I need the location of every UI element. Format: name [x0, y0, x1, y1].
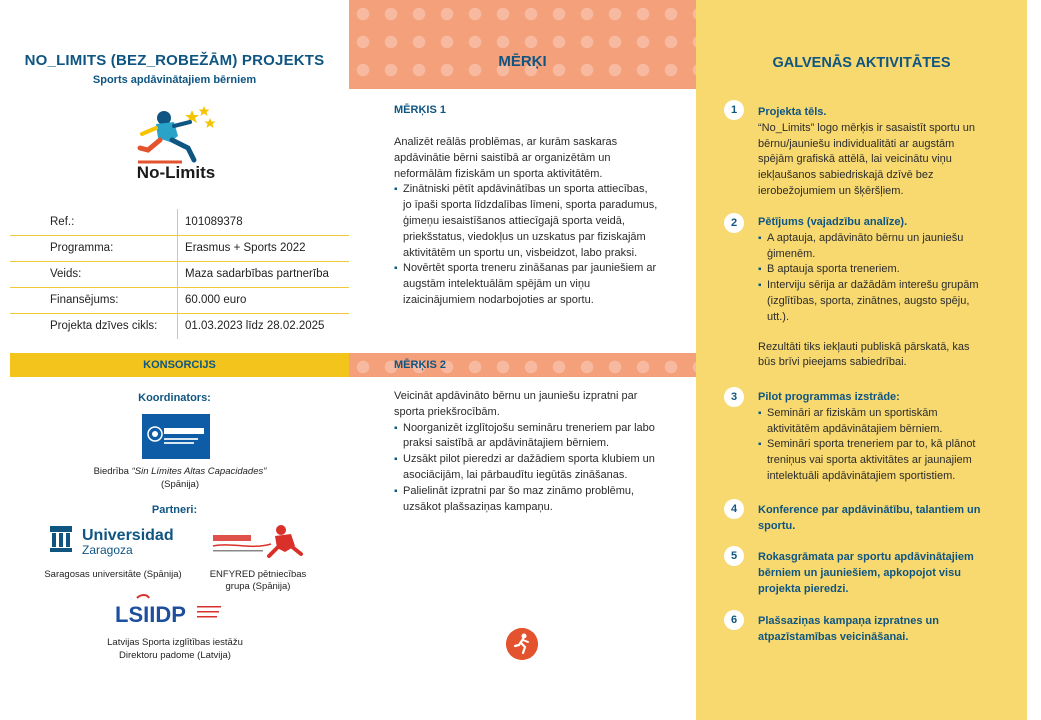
sin-limites-logo — [142, 414, 210, 459]
lsidp-caption-line1: Latvijas Sporta izglītības iestāžu — [107, 637, 243, 648]
lsidp-caption — [80, 636, 270, 662]
info-label: Finansējums: — [10, 287, 178, 313]
right-panel — [696, 0, 1027, 720]
table-row — [10, 287, 349, 313]
list-item: ▪ Semināri ar fiziskām un sportiskām aktivitātēm apdāvinātajiem bērniem. — [758, 406, 983, 438]
coordinator-org-name — [60, 465, 300, 491]
activity-6 — [758, 614, 983, 646]
activity-1 — [758, 105, 983, 200]
list-item: ▪ Uzsākt pilot pieredzi ar dažādiem sporta klubiem un asociācijām, lai pārbaudītu iegūtās zināšanas. — [394, 452, 659, 484]
runner-icon — [506, 628, 538, 660]
activity-4 — [758, 503, 983, 535]
info-label: Ref.: — [10, 209, 178, 235]
info-label: Veids: — [10, 261, 178, 287]
uz-logo-sub: Zaragoza — [82, 543, 133, 557]
no-limits-logo-text: No-Limits — [136, 163, 216, 182]
goal2-bullets — [394, 421, 659, 516]
activity-text: “No_Limits” logo mērķis ir sasaistīt sportu un bērnu/jauniešu individualitāti ar augstām spējām grafiskā attēlā, lai veicinātu viņu iekļaušanos sabiedriskajā dzīvē bez ierobežojumiem un šķēršļiem. — [758, 121, 976, 197]
page-edge — [1027, 0, 1041, 720]
goal2-heading: MĒRĶIS 2 — [394, 359, 446, 371]
activity-note: Rezultāti tiks iekļauti publiskā pārskatā, kas būs brīvi pieejams sabiedrībai. — [758, 340, 970, 369]
info-value: Erasmus + Sports 2022 — [178, 235, 349, 261]
info-value: 01.03.2023 līdz 28.02.2025 — [178, 313, 349, 339]
list-item: ▪ Zinātniski pētīt apdāvinātības un sporta attiecības, jo īpaši sporta līdzdalības līmeni, sporta paradumus, ģimeņu iesaistīšanos attiecīgajā sporta veidā, priekšstatus, viedokļus un uzskatus par fiziskajām aktivitātēm un sportu un, visbeidzot, labo praksi. — [394, 182, 659, 261]
info-label: Projekta dzīves cikls: — [50, 320, 158, 333]
activity-5 — [758, 550, 983, 597]
enfyred-caption-line1: ENFYRED pētniecības — [209, 569, 307, 580]
partners-heading: Partneri: — [151, 504, 198, 516]
left-panel — [0, 0, 349, 720]
table-row — [10, 235, 349, 261]
activity-bullets — [758, 231, 983, 326]
activity-number-badge: 5 — [724, 546, 744, 566]
goal2-text — [394, 389, 659, 515]
list-item: ▪ Interviju sērija ar dažādām interešu grupām (izglītības, sporta, zinātnes, augsto spēju, utt.). — [758, 278, 983, 325]
table-row — [10, 313, 349, 339]
activity-number-badge: 6 — [724, 610, 744, 630]
activity-title: Pētījums (vajadzību analīze). — [758, 216, 908, 228]
project-subtitle: Sports apdāvinātajiem bērniem — [92, 74, 257, 86]
goal1-bullets — [394, 182, 659, 308]
project-info-table — [10, 209, 349, 339]
activity-number-badge: 1 — [724, 100, 744, 120]
uz-logo-main: Universidad — [82, 527, 174, 544]
lsidp-caption-line2: Direktoru padome (Latvija) — [119, 650, 231, 661]
goal1-heading: MĒRĶIS 1 — [394, 104, 446, 116]
enfyred-caption-line2: grupa (Spānija) — [225, 581, 291, 592]
consortium-bar: KONSORCIJS — [10, 353, 349, 377]
enfyred-logo — [211, 520, 305, 562]
list-item: ▪ Noorganizēt izglītojošu semināru treneriem par labo praksi saistībā ar apdāvinātajiem bērniem. — [394, 421, 659, 453]
activities-title: GALVENĀS AKTIVITĀTES — [772, 55, 951, 71]
activity-2 — [758, 215, 983, 371]
coordinator-org-italic: “Sin Límites Altas Capacidades” — [131, 466, 267, 477]
activity-number-badge: 3 — [724, 387, 744, 407]
enfyred-caption — [200, 569, 316, 593]
table-row — [10, 209, 349, 235]
activity-3 — [758, 390, 983, 485]
activity-number-badge: 4 — [724, 499, 744, 519]
coordinator-org-country: (Spānija) — [160, 479, 200, 490]
list-item: ▪ Semināri sporta treneriem par to, kā plānot treniņus vai sporta aktivitātes ar jaunajiem intelektuāli apdāvinātajiem sportistiem. — [758, 437, 983, 484]
coordinator-org-prefix: Biedrība — [93, 466, 129, 477]
list-item: ▪ Novērtēt sporta treneru zināšanas par jauniešiem ar augstām intelektuālām spējām un viņu izaicinājumiem nodarbojoties ar sportu. — [394, 261, 659, 308]
lsidp-logo-text: LSIIDP — [115, 602, 186, 627]
table-row — [10, 261, 349, 287]
info-value: 60.000 euro — [178, 287, 349, 313]
goals-title: MĒRĶI — [498, 53, 547, 70]
middle-panel — [349, 0, 696, 720]
universidad-zaragoza-logo — [48, 522, 178, 562]
info-value: Maza sadarbības partnerība — [178, 261, 349, 287]
activity-title: Pilot programmas izstrāde: — [758, 391, 900, 403]
list-item: ▪ A aptauja, apdāvināto bērnu un jauniešu ģimenēm. — [758, 231, 983, 263]
activity-title: Plašsaziņas kampaņa izpratnes un atpazīstamības veicināšanai. — [758, 615, 939, 643]
activity-title: Konference par apdāvinātību, talantiem un sportu. — [758, 504, 981, 532]
activity-bullets — [758, 406, 983, 485]
activity-number-badge: 2 — [724, 213, 744, 233]
goal1-text — [394, 135, 659, 309]
coordinators-heading: Koordinators: — [138, 392, 211, 404]
list-item: ▪ B aptauja sporta treneriem. — [758, 262, 983, 278]
activity-title: Rokasgrāmata par sportu apdāvinātajiem bērniem un jauniešiem, apkopojot visu projekta pieredzi. — [758, 551, 974, 595]
project-title: NO_LIMITS (BEZ_ROBEŽĀM) PROJEKTS — [24, 52, 325, 69]
goal2-intro: Veicināt apdāvināto bērnu un jauniešu izpratni par sporta priekšrocībām. — [394, 390, 638, 418]
info-value: 101089378 — [178, 209, 349, 235]
info-label: Programma: — [10, 235, 178, 261]
goals-header-band — [349, 0, 696, 89]
list-item: ▪ Palielināt izpratni par šo maz zināmo problēmu, uzsākot plašsaziņas kampaņu. — [394, 484, 659, 516]
goal1-intro: Analizēt reālās problēmas, ar kurām saskaras apdāvinātie bērni saistībā ar organizētām un neformālām fiziskām un sporta aktivitātēm. — [394, 136, 618, 180]
uz-caption: Saragosas universitāte (Spānija) — [44, 569, 182, 580]
lsidp-logo — [115, 592, 225, 628]
activity-title: Projekta tēls. — [758, 106, 827, 118]
